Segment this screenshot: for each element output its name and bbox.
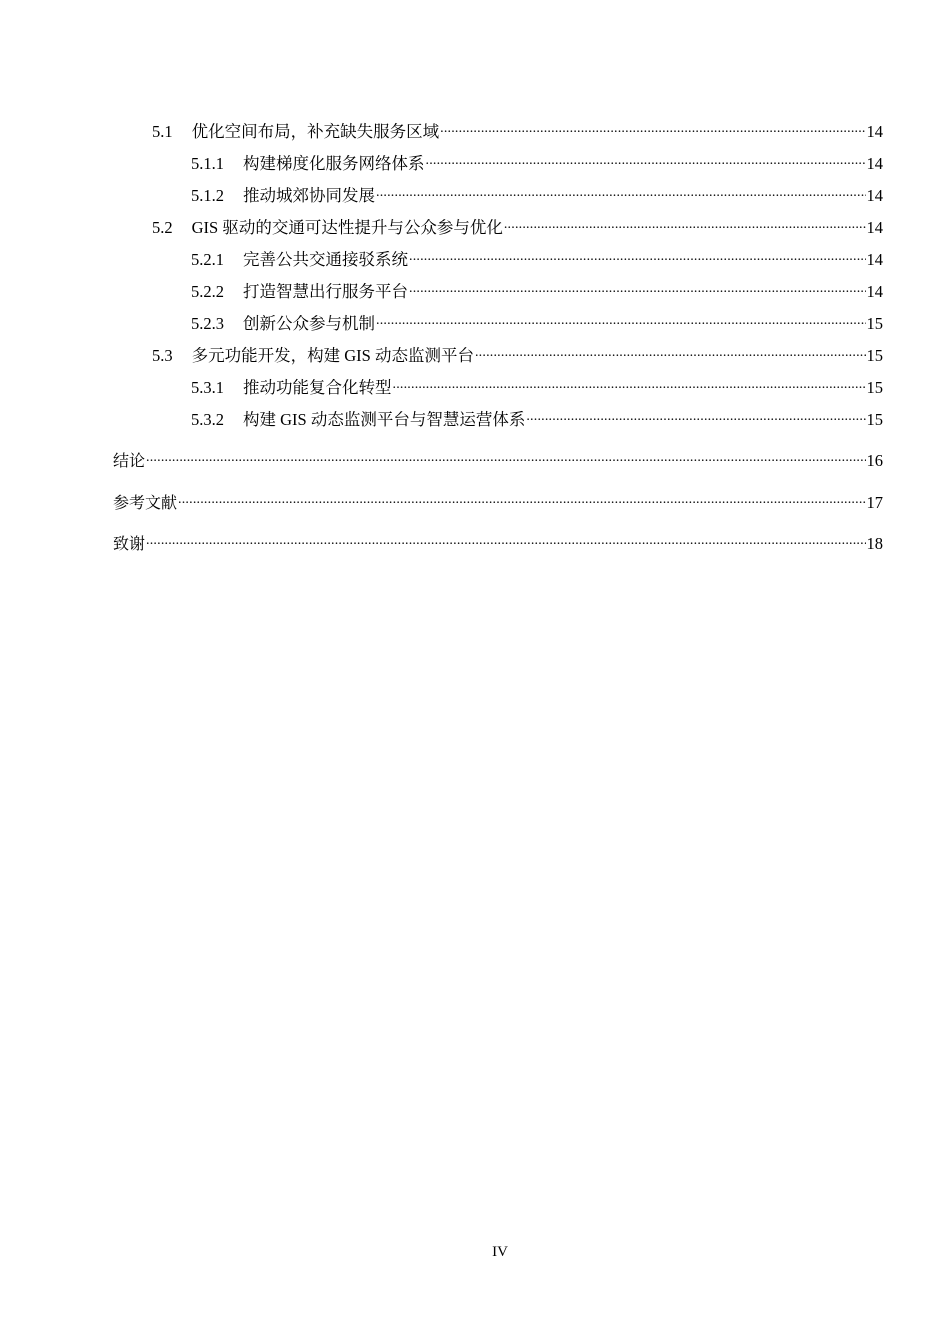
toc-entry-number: 5.1.2 [191,186,224,205]
toc-entry-title: 优化空间布局，补充缺失服务区域 [191,122,440,141]
toc-entry-page: 14 [866,250,883,269]
toc-leader-dots [409,281,866,297]
toc-entry-page: 14 [866,122,883,141]
toc-entry-title: 创新公众参与机制 [243,314,375,333]
toc-leader-dots [440,121,865,137]
toc-leader-dots [146,533,865,549]
toc-entry-number: 5.2.1 [191,250,224,269]
toc-leader-dots [146,450,865,466]
toc-entry-page: 15 [866,410,883,429]
toc-entry-conclusion[interactable] [113,450,883,472]
toc-entry-5-2-1[interactable] [191,249,883,271]
toc-entry-references[interactable] [113,492,883,514]
toc-leader-dots [409,249,866,265]
toc-entry-number: 5.3 [152,346,173,365]
toc-entry-title: 构建 GIS 动态监测平台与智慧运营体系 [243,410,526,429]
toc-entry-acknowledgements[interactable] [113,533,883,555]
toc-entry-page: 14 [866,186,883,205]
toc-entry-number: 5.2 [152,218,173,237]
toc-entry-number: 5.1 [152,122,173,141]
toc-entry-page: 14 [866,282,883,301]
toc-entry-5-1-2[interactable] [191,185,883,207]
toc-entry-page: 18 [866,534,883,553]
toc-entry-page: 15 [866,346,883,365]
toc-entry-title: 参考文献 [113,493,178,512]
toc-entry-title: 构建梯度化服务网络体系 [243,154,425,173]
toc-entry-number: 5.2.2 [191,282,224,301]
toc-entry-5-1-1[interactable] [191,153,883,175]
toc-leader-dots [178,492,865,508]
toc-entry-5-2-2[interactable] [191,281,883,303]
toc-leader-dots [393,377,866,393]
toc-entry-title: 致谢 [113,534,146,553]
toc-entry-5-3[interactable] [152,345,883,367]
toc-entry-page: 17 [866,493,883,512]
toc-entry-5-2[interactable] [152,217,883,239]
toc-entry-5-2-3[interactable] [191,313,883,335]
toc-entry-5-3-2[interactable] [191,409,883,431]
toc-entry-title: GIS 驱动的交通可达性提升与公众参与优化 [191,218,503,237]
toc-entry-number: 5.2.3 [191,314,224,333]
toc-leader-dots [504,217,866,233]
toc-entry-page: 16 [866,451,883,470]
toc-leader-dots [475,345,866,361]
toc-entry-title: 推动城郊协同发展 [243,186,375,205]
toc-entry-number: 5.3.2 [191,410,224,429]
page-number: IV [492,1244,508,1260]
toc-entry-5-1[interactable] [152,121,883,143]
toc-entry-page: 14 [866,154,883,173]
toc-entry-5-3-1[interactable] [191,377,883,399]
toc-leader-dots [526,409,865,425]
toc-entry-title: 打造智慧出行服务平台 [243,282,408,301]
toc-leader-dots [376,313,866,329]
toc-entry-title: 多元功能开发，构建 GIS 动态监测平台 [191,346,474,365]
toc-entry-page: 15 [866,378,883,397]
toc-entry-page: 14 [866,218,883,237]
toc-entry-title: 推动功能复合化转型 [243,378,392,397]
toc-entry-page: 15 [866,314,883,333]
toc-entry-title: 结论 [113,451,146,470]
toc-entry-number: 5.3.1 [191,378,224,397]
toc-leader-dots [376,185,866,201]
toc-entry-title: 完善公共交通接驳系统 [243,250,408,269]
toc-leader-dots [426,153,866,169]
toc-entry-number: 5.1.1 [191,154,224,173]
